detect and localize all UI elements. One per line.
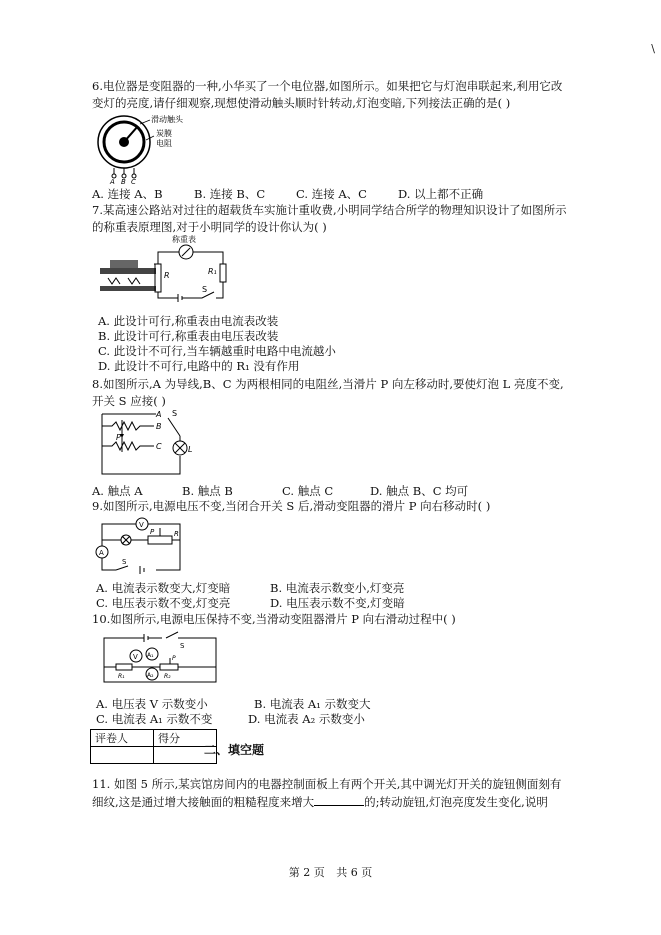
q6-option-d: D. 以上都不正确: [398, 187, 484, 201]
page-number: 第 2 页: [288, 866, 325, 879]
q7-option-c: C. 此设计不可行,当车辆越重时电路中电流越小: [98, 344, 336, 358]
q7-option-a: A. 此设计可行,称重表由电流表改装: [98, 314, 279, 328]
q8-option-d: D. 触点 B、C 均可: [370, 484, 469, 498]
circuit-9-figure: [92, 514, 192, 578]
lamp-l-label: L: [188, 445, 193, 454]
r1-label-10: R₁: [118, 673, 125, 680]
q11-text-after: 的;转动旋钮,灯泡亮度发生变化,说明: [364, 795, 548, 809]
potentiometer-figure: [94, 112, 204, 184]
slider-label: 滑动触头: [151, 115, 183, 124]
r-label: R: [164, 271, 170, 280]
ammeter-a2-label: A₂: [147, 672, 154, 679]
voltmeter-v-label: V: [139, 521, 144, 529]
c-contact-label: C: [156, 442, 162, 451]
q9-option-b: B. 电流表示数变小,灯变亮: [270, 581, 405, 595]
meter-label: 称重表: [172, 235, 196, 244]
q9-option-a: A. 电流表示数变大,灯变暗: [96, 581, 231, 595]
q8-option-b: B. 触点 B: [182, 484, 233, 498]
rheostat-lamp-figure: [96, 408, 206, 482]
film-label-2: 电阻: [156, 139, 172, 148]
section-title: 二、填空题: [204, 743, 265, 757]
q10-option-a: A. 电压表 V 示数变小: [96, 697, 208, 711]
a-contact-label: A: [156, 410, 162, 419]
q7-option-d: D. 此设计不可行,电路中的 R₁ 没有作用: [98, 359, 300, 373]
q6-option-b: B. 连接 B、C: [194, 187, 266, 201]
question-8-text: 8.如图所示,A 为导线,B、C 为两根相同的电阻丝,当滑片 P 向左移动时,要使灯泡 L 亮度不变,开关 S 应接( ): [92, 377, 564, 408]
page-footer: [0, 864, 661, 880]
q9-option-c: C. 电压表示数不变,灯变亮: [96, 596, 231, 610]
q9-option-d: D. 电压表示数不变,灯变暗: [270, 596, 405, 610]
q6-option-a: A. 连接 A、B: [92, 187, 163, 201]
circuit-10-figure: [96, 628, 226, 694]
question-10-text: 10.如图所示,电源电压保持不变,当滑动变阻器滑片 P 向右滑动过程中( ): [92, 612, 456, 626]
film-label-1: 炭膜: [156, 129, 172, 138]
terminal-b-label: B: [121, 178, 126, 184]
q7-option-b: B. 此设计可行,称重表由电压表改装: [98, 329, 279, 343]
q11-text-before: 11. 如图 5 所示,某宾馆房间内的电器控制面板上有两个开关,其中调光灯开关的旋钮侧面刻有细纹,这是通过增大接触面的粗糙程度来增大: [92, 777, 562, 809]
switch-s-label: S: [202, 285, 208, 294]
r1-label: R₁: [208, 267, 217, 276]
q6-option-c: C. 连接 A、C: [296, 187, 367, 201]
b-contact-label: B: [156, 422, 162, 431]
p-slider-label-10: P: [172, 655, 176, 662]
q8-option-a: A. 触点 A: [92, 484, 143, 498]
ammeter-a1-label: A₁: [147, 652, 154, 659]
reviewer-header: 评卷人: [91, 730, 154, 747]
corner-mark: \: [651, 42, 655, 55]
p-slider-label: P: [150, 528, 155, 536]
r2-label-10: R₂: [164, 673, 171, 680]
question-11-text: [92, 776, 570, 811]
total-pages: 共 6 页: [336, 866, 373, 879]
s-switch-label-10: S: [180, 642, 185, 650]
score-header: 得分: [154, 730, 217, 747]
q8-option-c: C. 触点 C: [282, 484, 334, 498]
q10-option-b: B. 电流表 A₁ 示数变大: [254, 697, 371, 711]
q10-option-c: C. 电流表 A₁ 示数不变: [96, 712, 213, 726]
q11-answer-blank[interactable]: [314, 793, 364, 806]
s-switch-label: S: [172, 409, 178, 418]
terminal-a-label: A: [110, 178, 115, 184]
weighing-circuit-figure: [98, 234, 238, 310]
q10-option-d: D. 电流表 A₂ 示数变小: [248, 712, 365, 726]
reviewer-cell[interactable]: [91, 747, 154, 764]
p-label: P: [116, 433, 121, 442]
r-label-9: R: [174, 530, 179, 538]
score-table: [90, 729, 217, 764]
voltmeter-v-label-10: V: [133, 653, 138, 661]
ammeter-a-label: A: [99, 549, 104, 557]
question-6-text: 6.电位器是变阻器的一种,小华买了一个电位器,如图所示。如果把它与灯泡串联起来,利用它改变灯的亮度,请仔细观察,现想使滑动触头顺时针转动,灯泡变暗,下列接法正确的是( ): [92, 79, 563, 110]
s-switch-label-9: S: [122, 558, 127, 566]
question-7-text: 7.某高速公路站对过往的超载货车实施计重收费,小明同学结合所学的物理知识设计了如图所示的称重表原理图,对于小明同学的设计你认为( ): [92, 203, 567, 234]
question-9-text: 9.如图所示,电源电压不变,当闭合开关 S 后,滑动变阻器的滑片 P 向右移动时( ): [92, 499, 491, 513]
terminal-c-label: C: [131, 178, 136, 184]
